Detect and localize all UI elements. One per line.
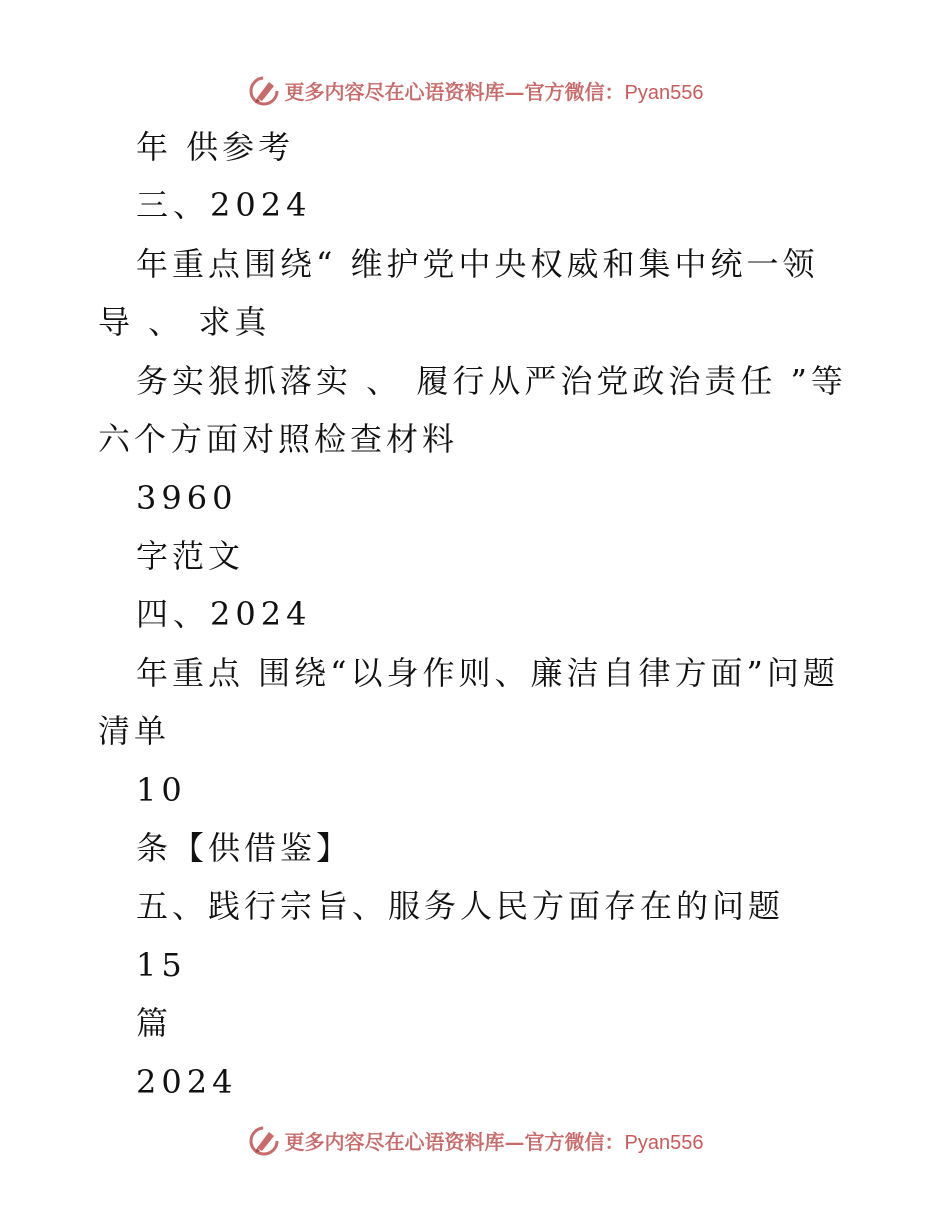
doc-line-11: 清单	[98, 712, 171, 750]
doc-line-10: 年重点 围绕“以身作则、廉洁自律方面”问题	[136, 654, 839, 692]
watermark-text: 更多内容尽在心语资料库—官方微信：Pyan556	[284, 79, 704, 104]
doc-line-6: 六个方面对照检查材料	[98, 420, 459, 458]
pen-nib-icon	[247, 73, 281, 107]
doc-line-14: 五、践行宗旨、服务人民方面存在的问题	[136, 887, 785, 925]
doc-line-8: 字范文	[136, 537, 245, 575]
doc-line-15: 15	[136, 946, 187, 984]
doc-line-12: 10	[136, 771, 187, 809]
watermark-footer	[0, 1120, 950, 1160]
doc-line-7: 3960	[136, 479, 238, 517]
doc-line-13: 条【供借鉴】	[136, 829, 353, 867]
doc-line-9: 四、2024	[136, 595, 312, 633]
watermark-header	[0, 70, 950, 110]
doc-line-3: 年重点围绕“ 维护党中央权威和集中统一领	[136, 245, 819, 283]
doc-line-5: 务实狠抓落实 、 履行从严治党政治责任 ”等	[136, 362, 847, 400]
pen-nib-icon	[247, 1123, 281, 1157]
watermark-text: 更多内容尽在心语资料库—官方微信：Pyan556	[284, 1129, 704, 1154]
doc-line-1: 年 供参考	[136, 128, 295, 166]
doc-line-2: 三、2024	[136, 186, 312, 224]
doc-line-17: 2024	[136, 1063, 238, 1101]
doc-line-16: 篇	[136, 1004, 173, 1042]
doc-line-4: 导 、 求真	[98, 303, 271, 341]
